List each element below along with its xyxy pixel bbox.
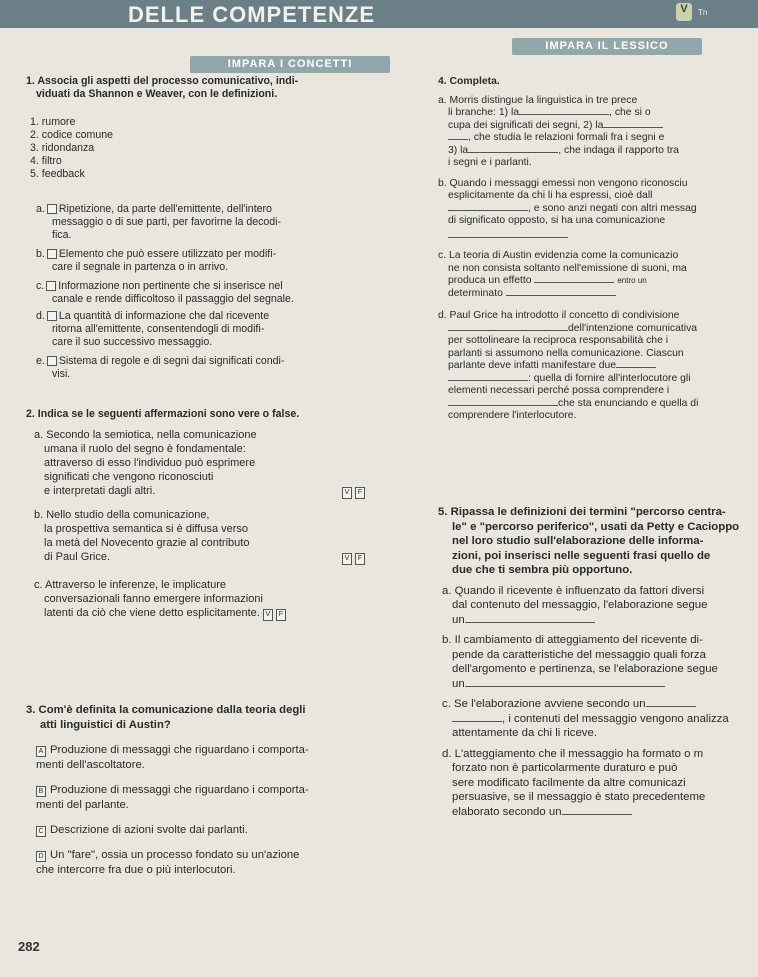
q4-d-blank-1[interactable]	[448, 330, 568, 331]
q4-a-line: , che studia le relazioni formali fra i segni e	[468, 132, 665, 143]
q4-d-line: : quella di fornire all'interlocutore gli	[528, 372, 691, 384]
q2-item-line: di Paul Grice.	[44, 551, 111, 563]
q5-c-line: c. Se l'elaborazione avviene secondo un	[442, 698, 646, 710]
q2-item-line: latenti da ciò che viene detto esplicitamente.	[44, 607, 260, 619]
q5-a-line: dal contenuto del messaggio, l'elaborazione segue	[452, 599, 708, 611]
q2-a-true-box[interactable]: V	[342, 487, 352, 499]
q4-a-blank-2[interactable]	[603, 127, 663, 128]
section-badge-icon: V	[676, 3, 692, 21]
q2-item-line: c. Attraverso le inferenze, le implicature	[34, 579, 226, 591]
q5-b-line: b. Il cambiamento di atteggiamento del ricevente di-	[442, 634, 703, 646]
q3-option-line: Descrizione di azioni svolte dai parlanti.	[50, 824, 248, 836]
q2-item-line: significati che vengono riconosciuti	[44, 471, 214, 483]
q1-def-line: canale e rende difficoltoso il passaggio del segnale.	[52, 293, 294, 305]
q3-title-line1: 3. Com'è definita la comunicazione dalla teoria degli	[26, 704, 306, 716]
q4-a-line: 3) la	[448, 144, 469, 156]
q3-option-a-box[interactable]: A	[36, 746, 46, 757]
q4-d-line: che sta enunciando e quella di	[558, 397, 699, 409]
q3-option-line: Produzione di messaggi che riguardano i comporta-	[50, 784, 309, 796]
q3-option-b-box[interactable]: B	[36, 786, 46, 797]
q5-title-line: zioni, poi inserisci nelle seguenti frasi quello de	[452, 549, 711, 562]
q3-option-line: menti del parlante.	[36, 799, 129, 811]
q1-def-d-checkbox[interactable]	[47, 311, 57, 321]
q4-d-blank-2[interactable]	[616, 367, 656, 368]
q4-b-line: , e sono anzi negati con altri messag	[528, 202, 697, 214]
q4-a-line: , che si o	[609, 107, 651, 118]
q1-def-c-checkbox[interactable]	[46, 281, 56, 291]
q1-def-line: care il segnale in partenza o in arrivo.	[52, 261, 229, 273]
q4-b-line: di significato opposto, si ha una comunicazione	[448, 215, 666, 226]
q5-title-line: le" e "percorso periferico", usati da Petty e Cacioppo	[452, 520, 740, 533]
top-banner	[0, 0, 758, 28]
q1-term: 1. rumore	[30, 116, 76, 128]
q4-a-blank-2b[interactable]	[448, 139, 468, 140]
q5-title-line: due che ti sembra più opportuno.	[452, 564, 633, 576]
q5-d-line: d. L'atteggiamento che il messaggio ha formato o m	[442, 747, 704, 760]
q4-a-line: a. Morris distingue la linguistica in tre prece	[438, 94, 638, 106]
q4-c-line: c. La teoria di Austin evidenzia come la comunicazio	[438, 250, 679, 261]
q1-def-line: messaggio o di sue parti, per favorirne la decodi-	[52, 216, 282, 228]
q5-d-blank[interactable]	[562, 814, 632, 815]
q4-a-blank-1[interactable]	[519, 114, 609, 115]
q4-b-blank-1[interactable]	[448, 210, 528, 211]
q4-d-line: parlante deve infatti manifestare due	[448, 360, 617, 371]
q1-def-d-letter: d.	[36, 310, 45, 322]
q5-title-line: 5. Ripassa le definizioni dei termini "percorso centra-	[438, 506, 726, 518]
q2-item-line: b. Nello studio della comunicazione,	[34, 509, 210, 521]
q3-option-line: menti dell'ascoltatore.	[36, 759, 145, 771]
q1-term: 4. filtro	[30, 155, 62, 167]
q2-item-line: a. Secondo la semiotica, nella comunicazione	[34, 429, 257, 441]
q4-b-blank-2[interactable]	[448, 237, 568, 238]
q3-option-line: Un "fare", ossia un processo fondato su un'azione	[50, 849, 300, 861]
q5-b-line: pende da caratteristiche del messaggio quali forza	[452, 648, 706, 661]
q1-def-c-letter: c.	[36, 280, 45, 292]
q1-term: 5. feedback	[30, 168, 85, 180]
exercise-5	[438, 505, 754, 819]
q2-item-line: attraverso di esso l'individuo può esprimere	[44, 457, 256, 469]
q5-c-blank-2[interactable]	[452, 721, 502, 722]
q5-a-blank[interactable]	[465, 622, 595, 623]
q4-d-line: comprendere l'interlocutore.	[448, 410, 577, 421]
q1-term: 3. ridondanza	[30, 142, 95, 154]
q3-option-line: Produzione di messaggi che riguardano i comporta-	[50, 744, 309, 756]
page-number: 282	[18, 939, 40, 954]
q5-a-line: un	[452, 613, 465, 626]
q4-c-line: produca un effetto	[448, 275, 532, 286]
q1-title-line1: 1. Associa gli aspetti del processo comunicativo, indi-	[26, 75, 299, 87]
q1-def-line: Elemento che può essere utilizzato per modifi-	[58, 248, 277, 260]
q4-c-line: ne non consista soltanto nell'emissione di suoni, ma	[448, 262, 687, 274]
q1-def-b-letter: b.	[36, 248, 45, 260]
q4-c-line: entro un	[617, 276, 647, 285]
q1-def-line: Ripetizione, da parte dell'emittente, dell'intero	[58, 203, 272, 215]
q2-item-line: la prospettiva semantica si è diffusa verso	[44, 523, 249, 535]
q1-terms-list	[30, 116, 230, 181]
q1-def-line: care il suo successivo messaggio.	[52, 336, 213, 348]
q1-def-a-letter: a.	[36, 203, 45, 215]
q2-item-line: umana il ruolo del segno è fondamentale:	[44, 443, 246, 455]
q2-item-line: la metà del Novecento grazie al contributo	[44, 537, 250, 549]
q2-c-false-box[interactable]: F	[276, 609, 286, 621]
q1-def-e-letter: e.	[36, 355, 45, 367]
q5-d-line: sere modificato facilmente da altre comunicazi	[452, 776, 686, 789]
q4-d-blank-3[interactable]	[448, 380, 528, 381]
q5-b-line: dell'argomento e pertinenza, se l'elaborazione segue	[452, 663, 718, 675]
q4-title: 4. Completa.	[438, 76, 500, 87]
page-header-title: DELLE COMPETENZE	[128, 2, 376, 27]
exercise-1	[26, 75, 426, 101]
q2-c-true-box[interactable]: V	[263, 609, 273, 621]
q5-d-line: persuasive, se il messaggio è stato precedenteme	[452, 791, 706, 803]
q4-a-line: , che indaga il rapporto tra	[558, 144, 679, 156]
q2-title: 2. Indica se le seguenti affermazioni sono vere o false.	[26, 408, 300, 420]
q1-definitions	[36, 203, 426, 381]
q4-d-line: d. Paul Grice ha introdotto il concetto di condivisione	[438, 310, 680, 321]
q3-option-c-box[interactable]: C	[36, 826, 46, 837]
q2-items	[34, 428, 424, 621]
q4-d-blank-4[interactable]	[448, 405, 558, 406]
q4-d-line: parlanti si assumono nella comunicazione. Ciascun	[448, 347, 684, 359]
q1-def-b-checkbox[interactable]	[47, 249, 57, 259]
q4-d-line: elementi necessari perché possa comprendere i	[448, 385, 670, 396]
q1-def-e-checkbox[interactable]	[47, 356, 57, 366]
q4-a-line: cupa dei significati dei segni, 2) la	[448, 119, 604, 131]
q5-a-line: a. Quando il ricevente è influenzato da fattori diversi	[442, 584, 705, 597]
exercise-2	[26, 408, 426, 421]
q4-c-blank-2[interactable]	[506, 295, 616, 296]
q4-c-blank-1[interactable]	[534, 282, 614, 283]
q1-def-a-checkbox[interactable]	[47, 204, 57, 214]
q5-b-line: un	[452, 677, 465, 690]
q3-option-d-box[interactable]: D	[36, 851, 46, 862]
q4-a-line: li branche: 1) la	[448, 107, 520, 118]
q4-a-blank-3[interactable]	[468, 152, 558, 153]
q5-title-line: nel loro studio sull'elaborazione delle informa-	[452, 535, 704, 547]
q5-d-line: forzato non è particolarmente duraturo e può	[452, 762, 678, 774]
q1-def-line: fica.	[52, 229, 72, 241]
q1-def-line: Sistema di regole e di segni dai significati condi-	[58, 355, 285, 367]
q4-d-line: dell'intenzione comunicativa	[568, 322, 698, 334]
q5-c-line: , i contenuti del messaggio vengono analizza	[502, 712, 729, 725]
q2-b-true-box[interactable]: V	[342, 553, 352, 565]
q4-c-line: determinato	[448, 287, 503, 299]
section-title-lexicon: IMPARA IL LESSICO	[512, 38, 702, 55]
q2-a-false-box[interactable]: F	[355, 487, 365, 499]
q1-def-line: Informazione non pertinente che si inserisce nel	[58, 280, 283, 292]
q3-title-line2: atti linguistici di Austin?	[40, 719, 171, 731]
header-tiny-text: Tn	[698, 8, 708, 17]
q4-d-line: per sottolineare la reciproca responsabilità che i	[448, 335, 669, 346]
q5-c-line: attentamente da chi li riceve.	[452, 727, 597, 739]
q2-b-false-box[interactable]: F	[355, 553, 365, 565]
exercise-4	[438, 76, 750, 423]
q4-a-line: i segni e i parlanti.	[448, 157, 532, 168]
q4-b-line: b. Quando i messaggi emessi non vengono riconosciu	[438, 177, 688, 189]
q1-title-line2: viduati da Shannon e Weaver, con le definizioni.	[36, 88, 278, 100]
q3-option-line: che intercorre fra due o più interlocutori.	[36, 864, 236, 876]
q1-def-line: ritorna all'emittente, consentendogli di modifi-	[52, 323, 265, 335]
q2-item-line: e interpretati dagli altri.	[44, 485, 156, 497]
q1-term: 2. codice comune	[30, 129, 114, 141]
exercise-3	[26, 703, 426, 878]
q4-b-line: esplicitamente da chi li ha espressi, cioè dall	[448, 190, 653, 201]
section-title-concepts: IMPARA I CONCETTI	[190, 56, 390, 73]
q5-c-blank-1[interactable]	[646, 706, 696, 707]
q5-b-blank[interactable]	[465, 686, 665, 687]
q2-item-line: conversazionali fanno emergere informazioni	[44, 593, 263, 605]
q5-d-line: elaborato secondo un	[452, 805, 562, 818]
q1-def-line: visi.	[52, 368, 71, 380]
q1-def-line: La quantità di informazione che dal ricevente	[58, 310, 270, 322]
